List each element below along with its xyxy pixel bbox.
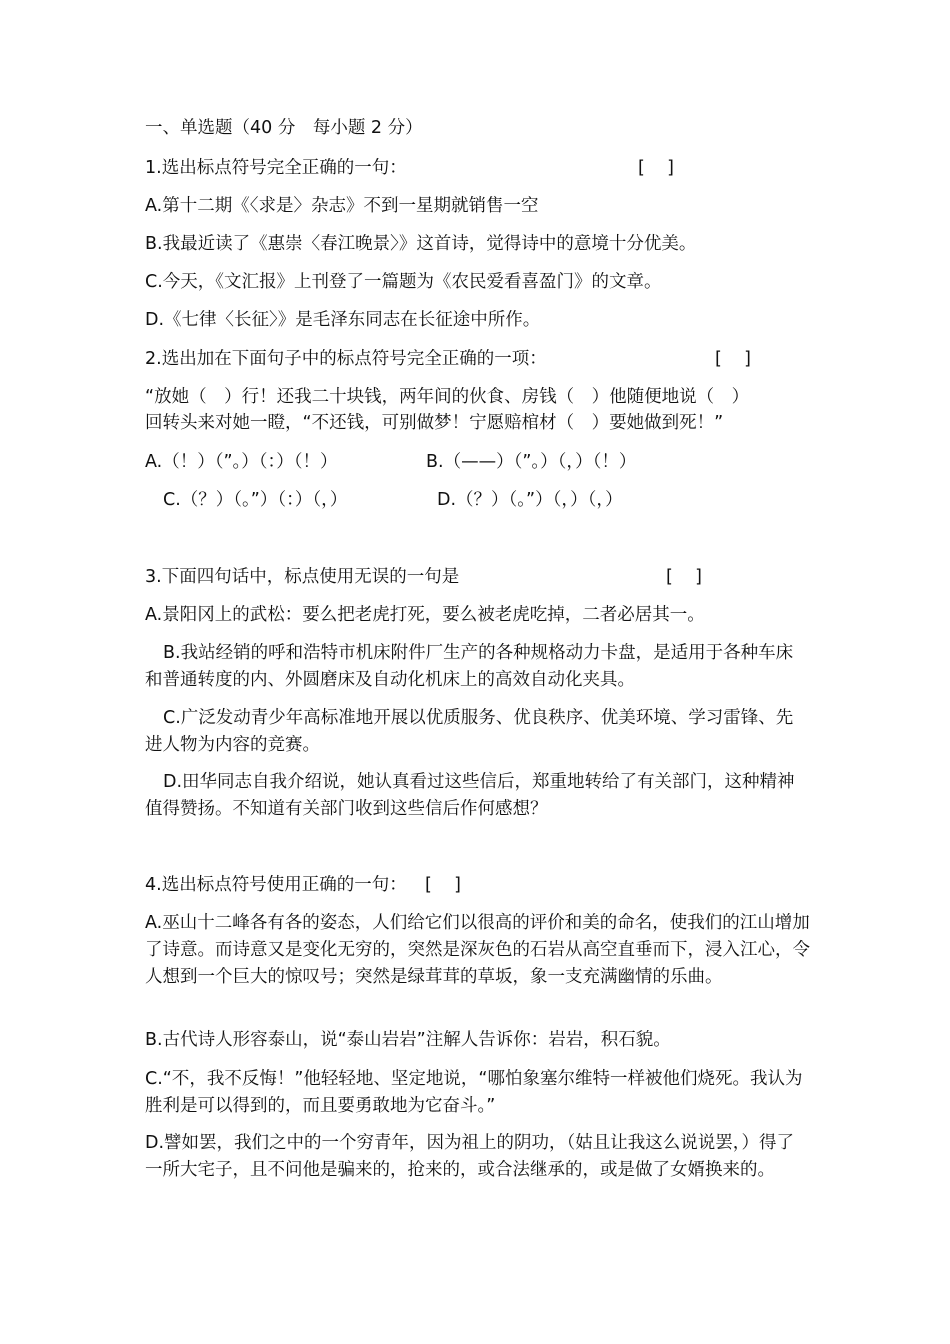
q4-answer-bracket: [ ]: [425, 875, 461, 895]
q3-option-c: C.广泛发动青少年高标准地开展以优质服务、优良秩序、优美环境、学习雷锋、先进人物为内容的竞赛。: [145, 708, 794, 755]
q2-passage-line-2: 回转头来对她一瞪，“不还钱，可别做梦！宁愿赔棺材（ ）要她做到死！”: [145, 413, 724, 433]
q3-option-d: D.田华同志自我介绍说，她认真看过这些信后，郑重地转给了有关部门，这种精神值得赞扬。不知道有关部门收到这些信后作何感想？: [145, 772, 795, 819]
q1-option-c: C.今天，《文汇报》上刊登了一篇题为《农民爱看喜盈门》的文章。: [145, 272, 662, 292]
q2-stem: 2.选出加在下面句子中的标点符号完全正确的一项：: [145, 349, 547, 369]
q3-stem: 3.下面四句话中，标点使用无误的一句是: [145, 567, 460, 587]
q2-option-d: D.（？）（。”）（，）（，）: [437, 490, 623, 510]
q3-answer-bracket: [ ]: [666, 567, 702, 587]
q1-option-b: B.我最近读了《惠崇〈春江晚景〉》这首诗，觉得诗中的意境十分优美。: [145, 234, 697, 254]
q2-option-c: C.（？）（。”）（：）（，）: [163, 490, 348, 510]
q4-option-b: B.古代诗人形容泰山，说“泰山岩岩”注解人告诉你：岩岩，积石貌。: [145, 1030, 671, 1050]
q3-option-a: A.景阳冈上的武松：要么把老虎打死，要么被老虎吃掉，二者必居其一。: [145, 605, 705, 625]
q4-option-d: D.譬如罢，我们之中的一个穷青年，因为祖上的阴功，（姑且让我这么说说罢，）得了一所大宅子，且不问他是骗来的，抢来的，或合法继承的，或是做了女婿换来的。: [145, 1133, 795, 1180]
q1-answer-bracket: [ ]: [638, 158, 674, 178]
q1-option-d: D.《七律〈长征〉》是毛泽东同志在长征途中所作。: [145, 310, 541, 330]
q4-stem: 4.选出标点符号使用正确的一句：: [145, 875, 407, 895]
q2-option-b: B.（——）（”。）（，）（！）: [426, 452, 637, 472]
q1-stem: 1.选出标点符号完全正确的一句：: [145, 158, 407, 178]
section-heading: 一、单选题（40 分 每小题 2 分）: [145, 118, 423, 138]
q1-option-a: A.第十二期《〈求是〉杂志》不到一星期就销售一空: [145, 196, 539, 216]
q4-option-a: A.巫山十二峰各有各的姿态，人们给它们以很高的评价和美的命名，使我们的江山增加了诗意。而诗意又是变化无穷的，突然是深灰色的石岩从高空直垂而下，浸入江心，令人想到一个巨大的惊叹号；突然是绿茸茸的草坂，象一支充满幽情的乐曲。: [145, 913, 810, 987]
q2-option-a: A.（！）（”。）（：）（！）: [145, 452, 338, 472]
q2-answer-bracket: [ ]: [715, 349, 751, 369]
q2-passage-line-1: “放她（ ）行！还我二十块钱，两年间的伙食、房钱（ ）他随便地说（ ）: [145, 387, 750, 407]
q4-option-c: C.“不，我不反悔！”他轻轻地、坚定地说，“哪怕象塞尔维特一样被他们烧死。我认为胜利是可以得到的，而且要勇敢地为它奋斗。”: [145, 1069, 803, 1116]
q3-option-b: B.我站经销的呼和浩特市机床附件厂生产的各种规格动力卡盘，是适用于各种车床和普通转度的内、外圆磨床及自动化机床上的高效自动化夹具。: [145, 643, 794, 690]
